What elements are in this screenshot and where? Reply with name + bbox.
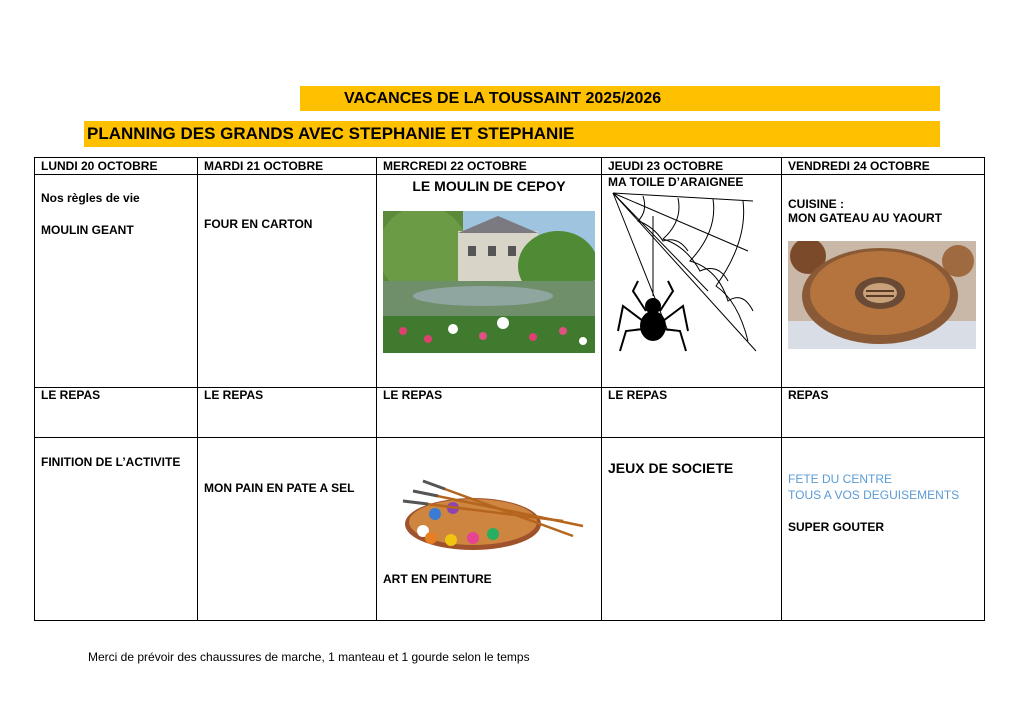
meal-cell: LE REPAS (377, 388, 602, 438)
activity-text: ART EN PEINTURE (383, 572, 492, 586)
meal-cell: REPAS (782, 388, 985, 438)
tuesday-morning-cell (198, 175, 377, 388)
activity-text: SUPER GOUTER (788, 520, 885, 534)
tuesday-afternoon-cell (198, 438, 377, 621)
title-banner (300, 86, 940, 111)
thursday-afternoon-cell (602, 438, 782, 621)
thursday-morning-cell (602, 175, 782, 388)
yogurt-cake-photo (788, 241, 976, 349)
day-header: JEUDI 23 OCTOBRE (602, 158, 782, 175)
activity-text: CUISINE : (788, 197, 845, 211)
meal-cell: LE REPAS (198, 388, 377, 438)
wednesday-morning-cell (377, 175, 602, 388)
spider-web-icon (608, 191, 758, 356)
day-header: MARDI 21 OCTOBRE (198, 158, 377, 175)
activity-text: LE MOULIN DE CEPOY (412, 178, 566, 194)
activity-text: MA TOILE D’ARAIGNEE (608, 175, 744, 189)
page-subtitle: PLANNING DES GRANDS AVEC STEPHANIE ET STEPHANIE (87, 124, 575, 143)
meal-cell: LE REPAS (602, 388, 782, 438)
activity-text: FINITION DE L’ACTIVITE (41, 455, 181, 469)
day-header: MERCREDI 22 OCTOBRE (377, 158, 602, 175)
monday-afternoon-cell (35, 438, 198, 621)
activity-text: MOULIN GEANT (41, 223, 134, 237)
activity-text: FETE DU CENTRE (788, 472, 893, 486)
planning-table (34, 157, 985, 621)
activity-text: FOUR EN CARTON (204, 217, 313, 231)
afternoon-row (35, 438, 985, 621)
day-header: LUNDI 20 OCTOBRE (35, 158, 198, 175)
friday-morning-cell (782, 175, 985, 388)
activity-text: JEUX DE SOCIETE (608, 460, 734, 476)
mill-photo (383, 211, 595, 353)
footer-note: Merci de prévoir des chaussures de marche, 1 manteau et 1 gourde selon le temps (88, 650, 530, 664)
morning-row (35, 175, 985, 388)
activity-text: Nos règles de vie (41, 191, 140, 205)
meal-cell: LE REPAS (35, 388, 198, 438)
friday-afternoon-cell (782, 438, 985, 621)
wednesday-afternoon-cell (377, 438, 602, 621)
header-row (35, 158, 985, 175)
subtitle-banner (84, 121, 940, 147)
paint-palette-icon (393, 476, 588, 556)
activity-text: TOUS A VOS DEGUISEMENTS (788, 488, 960, 502)
activity-text: MON GATEAU AU YAOURT (788, 211, 943, 225)
page-title: VACANCES DE LA TOUSSAINT 2025/2026 (344, 90, 662, 107)
activity-text: MON PAIN EN PATE A SEL (204, 481, 355, 495)
day-header: VENDREDI 24 OCTOBRE (782, 158, 985, 175)
monday-morning-cell (35, 175, 198, 388)
meal-row (35, 388, 985, 438)
